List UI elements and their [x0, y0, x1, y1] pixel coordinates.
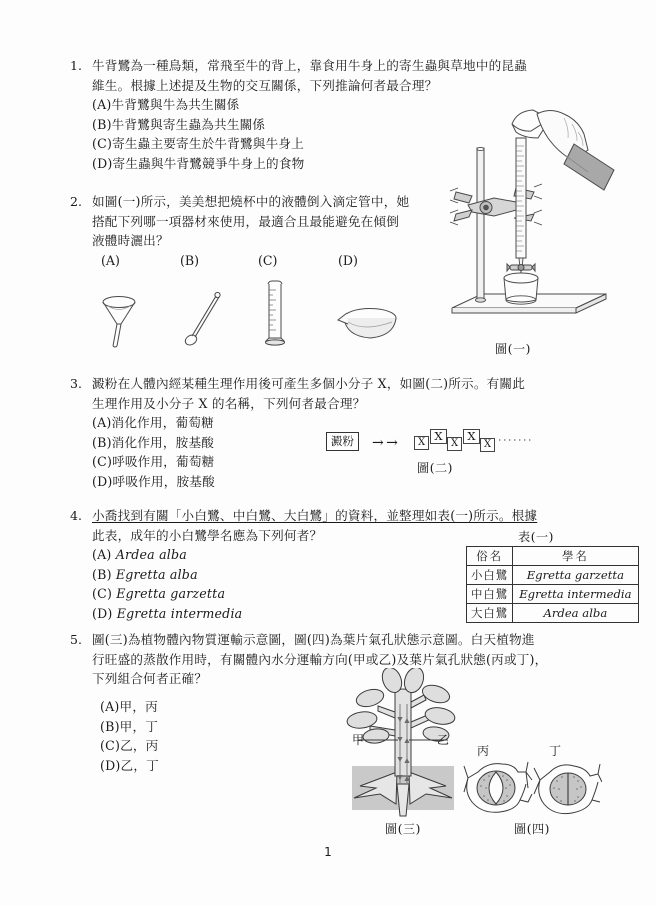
- question-1-stem-line-1: 牛背鷺為一種鳥類，常飛至牛的背上，靠食用牛身上的寄生蟲與草地中的昆蟲: [92, 58, 527, 73]
- figure-4-caption: 圖(四): [514, 822, 550, 836]
- question-5-option-d[interactable]: (D)乙，丁: [100, 757, 159, 773]
- question-3-stem: [92, 374, 602, 413]
- question-1-option-d[interactable]: (D)寄生蟲與牛背鷺競爭牛身上的食物: [92, 155, 305, 171]
- table-row: [467, 566, 639, 585]
- question-5: [62, 630, 602, 689]
- question-2-option-b-stirring-rod-icon[interactable]: [172, 288, 232, 350]
- table-1-r2-scientific: Egretta intermedia: [513, 585, 638, 604]
- question-5-option-a[interactable]: (A)甲，丙: [100, 699, 158, 714]
- question-5-options: [100, 697, 250, 775]
- figure-2-x-box-5: X: [480, 438, 495, 452]
- table-1-header-row: [467, 547, 639, 566]
- question-4-stem-line-2: 此表，成年的小白鷺學名應為下列何者？: [92, 527, 323, 543]
- question-2-option-b-letter[interactable]: (B): [180, 253, 200, 268]
- table-1-r2-common: 中白鷺: [467, 585, 513, 604]
- question-2-stem-line-2: 搭配下列哪一項器材來使用，最適合且最能避免在傾倒: [92, 213, 400, 229]
- table-row: [467, 585, 639, 604]
- question-3-stem-line-2: 生理作用及小分子 X 的名稱，下列何者最合理？: [92, 395, 366, 411]
- question-2-body: [92, 192, 412, 251]
- figure-3-caption: 圖(三): [385, 822, 421, 836]
- question-2-option-a-funnel-icon[interactable]: [88, 288, 148, 350]
- table-1-caption: 表(一): [518, 530, 554, 544]
- figure-3-label-yi: 乙: [437, 733, 450, 747]
- question-4-option-c-latin: Egretta garzetta: [116, 586, 226, 601]
- question-4-stem-line-1: [92, 506, 602, 526]
- table-1-r1-common: 小白鷺: [467, 566, 513, 585]
- question-2-stem-line-3: 液體時灑出？: [92, 233, 169, 248]
- question-1-option-a[interactable]: (A)牛背鷺與牛為共生關係: [92, 97, 240, 112]
- question-3-option-c[interactable]: (C)呼吸作用，葡萄糖: [92, 454, 215, 469]
- figure-2-trailing-dots: ‧‧‧‧‧‧‧: [498, 434, 533, 447]
- question-2-option-d-letter[interactable]: (D): [338, 253, 358, 268]
- question-4-student-name: 小喬找到有關「小白鷺、中白鷺、大白鷺」的資料，並整理如表(一)所示。根據: [92, 508, 538, 523]
- question-4-number: 4.: [70, 508, 82, 523]
- figure-3-label-jia: 甲: [352, 733, 365, 747]
- figure-4-stomata: [462, 758, 602, 820]
- question-3-stem-line-1: 澱粉在人體內經某種生理作用後可產生多個小分子 X，如圖(二)所示。有關此: [92, 376, 525, 391]
- figure-2-starch-box: 澱粉: [326, 432, 359, 451]
- question-2-option-d-evaporating-dish-icon[interactable]: [334, 300, 406, 350]
- figure-4-label-bing: 丙: [477, 744, 490, 758]
- table-1-header-common-name: 俗名: [467, 547, 513, 566]
- question-4-option-b-letter: (B): [92, 566, 112, 582]
- question-1-option-c[interactable]: (C)寄生蟲主要寄生於牛背鷺與牛身上: [92, 136, 304, 151]
- table-1-r1-scientific: Egretta garzetta: [513, 566, 638, 585]
- question-5-stem-line-1: 圖(三)為植物體內物質運輸示意圖，圖(四)為葉片氣孔狀態示意圖。白天植物進: [92, 632, 535, 647]
- table-row: [467, 604, 639, 623]
- figure-2-caption: 圖(二): [417, 461, 453, 475]
- question-1-stem: [92, 56, 572, 95]
- figure-2-x-box-3: X: [447, 437, 462, 451]
- table-1-r3-scientific: Ardea alba: [513, 604, 638, 623]
- question-4-option-c-letter: (C): [92, 586, 113, 601]
- question-2-number: 2.: [70, 194, 82, 209]
- figure-2-x-box-2: X: [430, 429, 447, 444]
- question-3-option-d[interactable]: (D)呼吸作用，胺基酸: [92, 473, 215, 489]
- question-4-option-b-latin: Egretta alba: [115, 566, 198, 582]
- question-1-stem-line-2: 維生。根據上述提及生物的交互關係，下列推論何者最合理？: [92, 77, 438, 93]
- question-5-option-b[interactable]: (B)甲，丁: [100, 718, 159, 734]
- table-1-r3-common: 大白鷺: [467, 604, 513, 623]
- figure-1-burette-apparatus: [438, 108, 620, 336]
- question-3-option-a[interactable]: (A)消化作用，葡萄糖: [92, 415, 214, 430]
- question-4-option-d-latin: Egretta intermedia: [116, 605, 243, 621]
- question-3-number: 3.: [70, 376, 82, 391]
- figure-2-x-box-1: X: [414, 436, 429, 450]
- question-4-option-d-letter: (D): [92, 605, 113, 621]
- question-4-option-a-latin: Ardea alba: [115, 547, 187, 562]
- table-1-header-scientific-name: 學名: [513, 547, 638, 566]
- question-5-stem-line-2: 行旺盛的蒸散作用時，有關體內水分運輸方向(甲或乙)及葉片氣孔狀態(丙或丁)，: [92, 651, 548, 667]
- figure-1-caption: 圖(一): [495, 342, 531, 356]
- table-1-wrapper: [466, 546, 639, 623]
- question-2-stem: [92, 192, 412, 251]
- page-number: 1: [324, 845, 332, 859]
- question-1-option-b[interactable]: (B)牛背鷺與寄生蟲為共生關係: [92, 116, 266, 132]
- figure-4-label-ding: 丁: [549, 744, 562, 758]
- question-1-number: 1.: [70, 58, 82, 73]
- question-2-option-a-letter[interactable]: (A): [101, 253, 120, 268]
- question-5-number: 5.: [70, 632, 82, 647]
- question-4-option-a-letter: (A): [92, 547, 112, 562]
- question-2-option-c-graduated-cylinder-icon[interactable]: [256, 278, 296, 350]
- figure-2-x-box-4: X: [463, 429, 480, 444]
- question-2-stem-line-1: 如圖(一)所示，美美想把燒杯中的液體倒入滴定管中，她: [92, 194, 410, 209]
- question-2: [62, 192, 412, 251]
- table-1: [466, 546, 639, 623]
- question-3-option-b[interactable]: (B)消化作用，胺基酸: [92, 434, 215, 450]
- question-5-stem-line-3: 下列組合何者正確？: [92, 671, 208, 686]
- figure-2-arrows: → →: [372, 435, 397, 451]
- question-5-option-c[interactable]: (C)乙，丙: [100, 738, 159, 753]
- question-2-option-c-letter[interactable]: (C): [258, 253, 278, 268]
